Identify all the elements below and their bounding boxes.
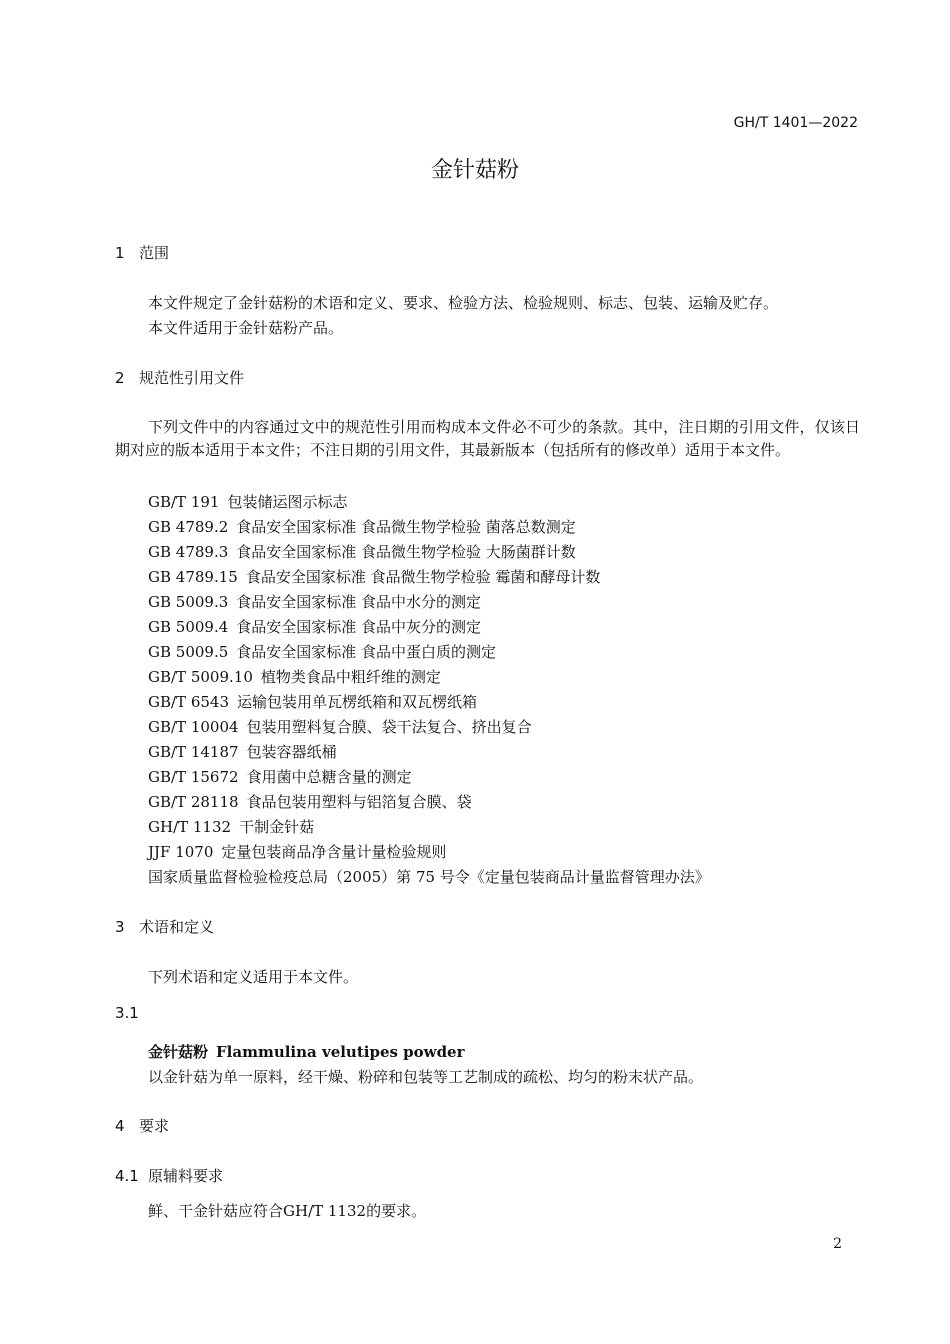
section-title: 要求 [139,1117,170,1135]
subsection-title: 原辅料要求 [148,1167,224,1185]
paragraph: 下列术语和定义适用于本文件。 [148,968,359,986]
section-title: 范围 [139,244,170,262]
intro-paragraph: 下列文件中的内容通过文中的规范性引用而构成本文件必不可少的条款。其中，注日期的引用文件，仅该日期对应的版本适用于本文件；不注日期的引用文件，其最新版本（包括所有的修改单）适用于本文件。 [115,418,860,459]
reference-name: 包装容器纸桶 [246,743,337,761]
reference-item [148,541,576,562]
reference-code: GB 5009.5 [148,643,229,661]
reference-name: 定量包装商品净含量计量检验规则 [221,843,447,861]
section-number: 2 [115,369,125,387]
reference-name: 包装用塑料复合膜、袋干法复合、挤出复合 [246,718,532,736]
reference-item [148,716,532,737]
reference-item [148,816,314,837]
reference-item [148,641,496,662]
section-4-heading [115,1115,169,1136]
reference-code: GB/T 14187 [148,743,239,761]
reference-item [148,691,477,712]
reference-name: 食品安全国家标准 食品中水分的测定 [236,593,482,611]
term-chinese: 金针菇粉 [148,1043,209,1061]
reference-code: GB/T 15672 [148,768,239,786]
reference-code: JJF 1070 [148,843,214,861]
reference-item [148,566,600,587]
reference-code: GB/T 191 [148,493,220,511]
section-2-heading [115,367,244,388]
section-number: 4 [115,1117,125,1135]
reference-item [148,516,576,537]
reference-name: 植物类食品中粗纤维的测定 [260,668,441,686]
section-3-heading [115,916,214,937]
reference-item [148,491,347,512]
reference-name: 食品安全国家标准 食品中蛋白质的测定 [236,643,497,661]
reference-code: GB 5009.3 [148,593,229,611]
reference-name: 运输包装用单瓦楞纸箱和双瓦楞纸箱 [237,693,478,711]
reference-code: GB/T 28118 [148,793,239,811]
reference-name: 食品安全国家标准 食品微生物学检验 大肠菌群计数 [236,543,576,561]
standard-code: GH/T 1401—2022 [733,115,858,131]
reference-code: GB 4789.2 [148,518,229,536]
reference-item: 国家质量监督检验检疫总局（2005）第 75 号令《定量包装商品计量监督管理办法》 [148,868,710,886]
subsection-number: 3.1 [115,1004,139,1022]
reference-item [148,666,441,687]
paragraph: 本文件规定了金针菇粉的术语和定义、要求、检验方法、检验规则、标志、包装、运输及贮存。 [148,294,779,312]
reference-code: GB/T 5009.10 [148,668,253,686]
paragraph: 本文件适用于金针菇粉产品。 [148,319,344,337]
subsection-number: 4.1 [115,1167,139,1185]
reference-item [148,591,481,612]
reference-name: 食品安全国家标准 食品中灰分的测定 [236,618,482,636]
page-number: 2 [833,1236,842,1252]
reference-name: 包装储运图示标志 [227,493,348,511]
reference-code: GB 5009.4 [148,618,229,636]
term-english: Flammulina velutipes powder [216,1043,465,1061]
reference-code: GB/T 10004 [148,718,239,736]
reference-name: 食品包装用塑料与铝箔复合膜、袋 [246,793,472,811]
reference-item [148,791,472,812]
subsection-4-1-heading [115,1165,223,1186]
paragraph: 鲜、干金针菇应符合GH/T 1132的要求。 [148,1202,427,1220]
reference-code: GH/T 1132 [148,818,232,836]
section-title: 术语和定义 [139,918,215,936]
section-1-heading [115,242,169,263]
reference-item [148,841,446,862]
reference-code: GB 4789.3 [148,543,229,561]
reference-name: 食用菌中总糖含量的测定 [246,768,412,786]
reference-item [148,741,337,762]
term-definition: 以金针菇为单一原料，经干燥、粉碎和包装等工艺制成的疏松、均匀的粉末状产品。 [148,1068,704,1086]
reference-name: 食品安全国家标准 食品微生物学检验 霉菌和酵母计数 [245,568,601,586]
reference-name: 干制金针菇 [239,818,315,836]
reference-item [148,766,412,787]
section-title: 规范性引用文件 [139,369,245,387]
reference-item [148,616,481,637]
section-number: 3 [115,918,125,936]
term-entry [148,1041,465,1062]
document-title: 金针菇粉 [430,158,519,183]
reference-name: 食品安全国家标准 食品微生物学检验 菌落总数测定 [236,518,576,536]
reference-code: GB/T 6543 [148,693,230,711]
reference-code: GB 4789.15 [148,568,238,586]
section-number: 1 [115,244,125,262]
